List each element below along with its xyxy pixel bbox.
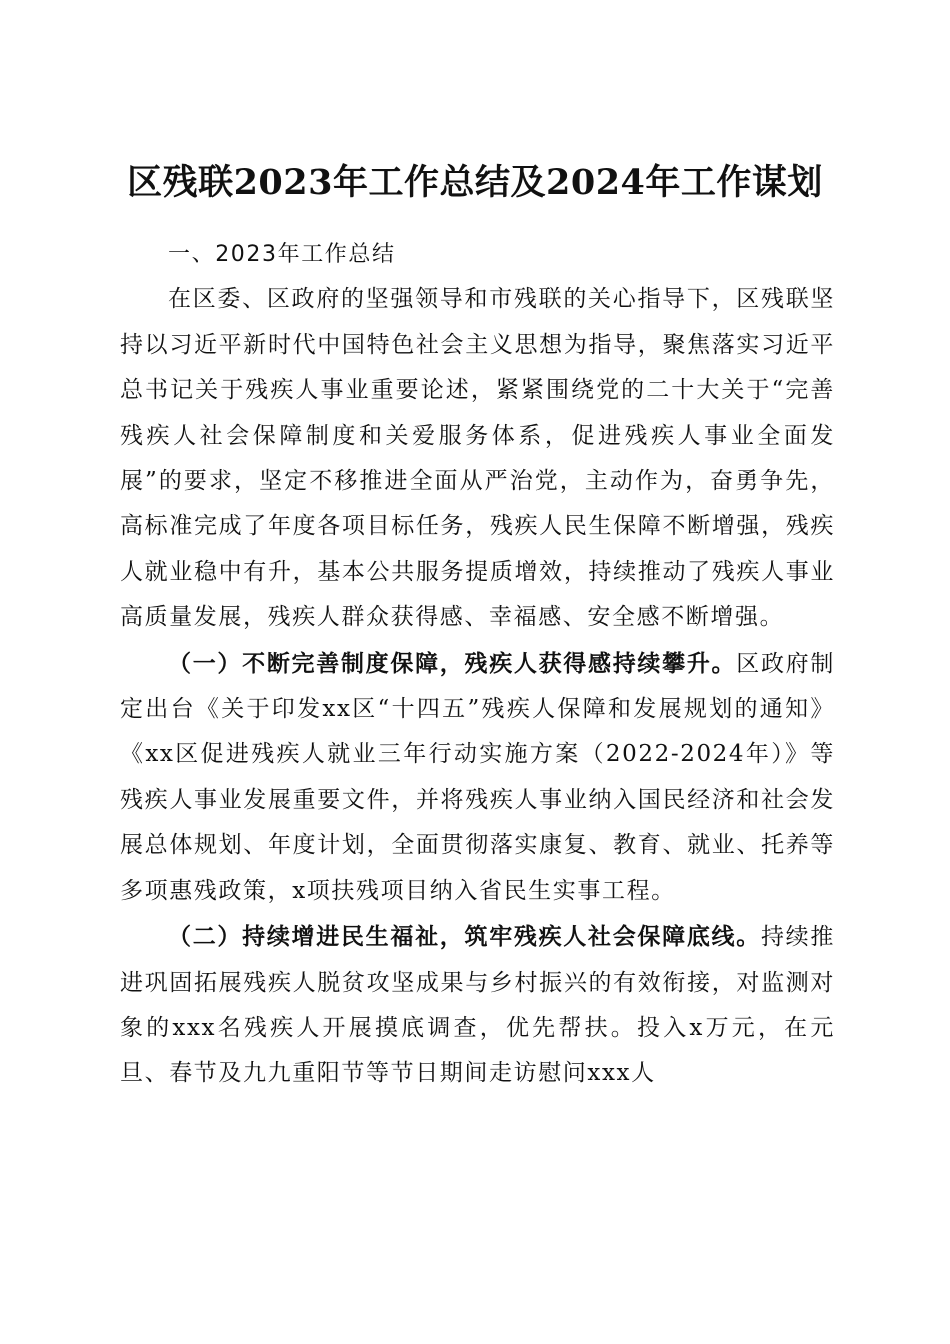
intro-paragraph: 在区委、区政府的坚强领导和市残联的关心指导下，区残联坚持以习近平新时代中国特色社会主义思想为指导，聚焦落实习近平总书记关于残疾人事业重要论述，紧紧围绕党的二十大关于“完善残疾人社会保障制度和关爱服务体系，促进残疾人事业全面发展”的要求，坚定不移推进全面从严治党，主动作为，奋勇争先，高标准完成了年度各项目标任务，残疾人民生保障不断增强，残疾人就业稳中有升，基本公共服务提质增效，持续推动了残疾人事业高质量发展，残疾人群众获得感、幸福感、安全感不断增强。 [120, 286, 835, 631]
item-1-text: 区政府制定出台《关于印发xx区“十四五”残疾人保障和发展规划的通知》《xx区促进残疾人就业三年行动实施方案（2022-2024年）》等残疾人事业发展重要文件，并将残疾人事业纳入国民经济和社会发展总体规划、年度计划，全面贯彻落实康复、教育、就业、托养等多项惠残政策，x项扶残项目纳入省民生实事工程。 [120, 650, 835, 904]
item-2-text: 持续推进巩固拓展残疾人脱贫攻坚成果与乡村振兴的有效衔接，对监测对象的xxx名残疾人开展摸底调查，优先帮扶。投入x万元，在元旦、春节及九九重阳节等节日期间走访慰问xxx人 [120, 924, 835, 1087]
document-title: 区残联2023年工作总结及2024年工作谋划 [127, 162, 823, 204]
item-1-heading: （一）不断完善制度保障，残疾人获得感持续攀升。 [168, 649, 737, 677]
paragraph-item-1 [120, 641, 835, 914]
section-heading: 一、2023年工作总结 [168, 242, 396, 267]
document-body [120, 232, 835, 1097]
item-2-heading: （二）持续增进民生福祉，筑牢残疾人社会保障底线。 [168, 923, 761, 951]
paragraph-item-2 [120, 914, 835, 1097]
